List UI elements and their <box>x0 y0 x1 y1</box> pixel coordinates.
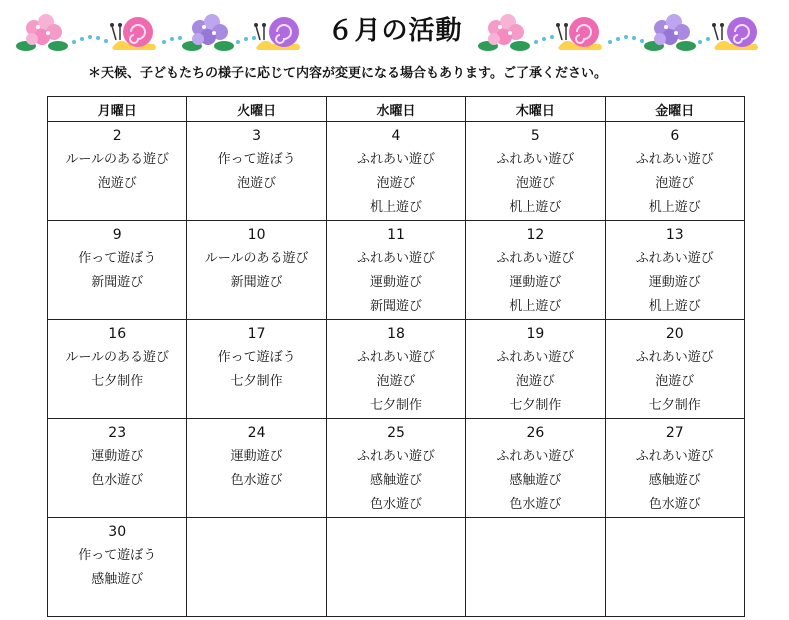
activity-item: 運動遊び <box>91 449 144 464</box>
calendar-day-cell <box>187 320 326 419</box>
activity-item: 机上遊び <box>369 200 422 215</box>
activity-item: 運動遊び <box>369 275 422 290</box>
hydrangea-icon <box>16 14 68 51</box>
calendar-day-cell <box>187 518 326 617</box>
activity-item: ルールのある遊び <box>204 251 309 266</box>
page-title: ６月の活動 <box>327 16 463 46</box>
weekday-header-monday: 月曜日 <box>48 97 187 122</box>
calendar-body <box>48 122 745 617</box>
activity-item: 新聞遊び <box>91 275 144 290</box>
activity-item: 机上遊び <box>509 200 562 215</box>
calendar-week-row <box>48 122 745 221</box>
day-number: 13 <box>665 227 684 243</box>
activity-item: 泡遊び <box>237 176 277 191</box>
dotted-line <box>162 36 182 44</box>
day-number: 4 <box>391 128 401 144</box>
activity-item: 机上遊び <box>509 299 562 314</box>
day-number: 16 <box>108 326 127 342</box>
weekday-header-friday: 金曜日 <box>605 97 744 122</box>
day-number <box>606 520 744 544</box>
day-number: 11 <box>387 227 405 243</box>
decoration-right <box>478 8 768 54</box>
dotted-line <box>534 35 554 44</box>
activity-item: 色水遊び <box>648 497 701 512</box>
day-number: 10 <box>247 227 266 243</box>
calendar-day-cell <box>187 122 326 221</box>
activity-item: 泡遊び <box>655 374 695 389</box>
activity-item: ふれあい遊び <box>356 449 435 464</box>
weekday-header-thursday: 木曜日 <box>466 97 605 122</box>
activity-item: 泡遊び <box>515 176 555 191</box>
activity-item: ふれあい遊び <box>635 152 714 167</box>
activity-item: 色水遊び <box>369 497 422 512</box>
calendar-day-cell <box>326 419 465 518</box>
day-number: 18 <box>387 326 405 342</box>
day-number: 2 <box>112 128 122 144</box>
day-number <box>187 520 325 544</box>
notice-text: ＊天候、子どもたちの様子に応じて内容が変更になる場合もあります。ご了承ください。 <box>88 66 607 81</box>
day-number: 30 <box>108 524 127 540</box>
calendar-day-cell <box>605 320 744 419</box>
activity-item: 作って遊ぼう <box>217 350 296 365</box>
hydrangea-icon <box>644 14 696 51</box>
day-number <box>327 520 465 544</box>
activity-item: ふれあい遊び <box>496 152 575 167</box>
snail-icon <box>712 17 758 50</box>
dotted-line <box>236 36 256 44</box>
activity-item: 色水遊び <box>91 473 144 488</box>
activity-item: 作って遊ぼう <box>217 152 296 167</box>
calendar-day-cell <box>605 419 744 518</box>
calendar-day-cell <box>326 122 465 221</box>
dotted-line <box>698 37 710 44</box>
hydrangea-icon <box>182 14 234 51</box>
calendar-day-cell <box>48 221 187 320</box>
activity-item: 運動遊び <box>230 449 283 464</box>
activity-item: 感触遊び <box>509 473 562 488</box>
page-header <box>0 0 789 62</box>
day-number: 9 <box>112 227 122 243</box>
day-number: 6 <box>670 128 680 144</box>
dotted-line <box>72 35 108 44</box>
calendar-day-cell <box>48 419 187 518</box>
day-number <box>466 520 604 544</box>
activity-item: ふれあい遊び <box>496 251 575 266</box>
decoration-left <box>16 8 306 54</box>
weekday-header-tuesday: 火曜日 <box>187 97 326 122</box>
activity-item: 七夕制作 <box>91 374 144 389</box>
activity-item: ふれあい遊び <box>496 449 575 464</box>
day-number: 5 <box>530 128 540 144</box>
activity-item: 運動遊び <box>648 275 701 290</box>
activity-item: 新聞遊び <box>369 299 422 314</box>
calendar-day-cell <box>466 221 605 320</box>
activity-item: 机上遊び <box>648 299 701 314</box>
activity-item: 新聞遊び <box>230 275 283 290</box>
activity-item: ふれあい遊び <box>496 350 575 365</box>
activity-item: 泡遊び <box>376 176 416 191</box>
day-number: 25 <box>387 425 405 441</box>
snail-icon <box>254 17 300 50</box>
activity-item: 七夕制作 <box>509 398 562 413</box>
activity-item: 色水遊び <box>230 473 283 488</box>
activity-item: 感触遊び <box>648 473 701 488</box>
activity-item: 作って遊ぼう <box>78 251 157 266</box>
activity-item: 色水遊び <box>509 497 562 512</box>
day-number: 17 <box>247 326 266 342</box>
weekday-header-wednesday: 水曜日 <box>326 97 465 122</box>
activity-item: ふれあい遊び <box>635 449 714 464</box>
calendar-day-cell <box>48 122 187 221</box>
activity-item: 泡遊び <box>655 176 695 191</box>
activity-item: 感触遊び <box>91 572 144 587</box>
day-number: 3 <box>252 128 262 144</box>
activity-item: ふれあい遊び <box>635 350 714 365</box>
calendar-day-cell <box>605 122 744 221</box>
activity-item: ふれあい遊び <box>356 350 435 365</box>
calendar-week-row <box>48 419 745 518</box>
activity-item: 泡遊び <box>376 374 416 389</box>
calendar-day-cell <box>48 320 187 419</box>
dotted-line <box>608 35 644 44</box>
calendar-day-cell <box>187 419 326 518</box>
day-number: 27 <box>665 425 684 441</box>
day-number: 24 <box>247 425 266 441</box>
calendar-day-cell <box>466 320 605 419</box>
activity-item: 作って遊ぼう <box>78 548 157 563</box>
calendar-week-row <box>48 320 745 419</box>
snail-icon <box>556 17 602 50</box>
activity-item: 七夕制作 <box>648 398 701 413</box>
activity-item: ふれあい遊び <box>356 251 435 266</box>
calendar-day-cell <box>466 518 605 617</box>
calendar-week-row <box>48 221 745 320</box>
activity-item: 感触遊び <box>369 473 422 488</box>
activity-item: 泡遊び <box>97 176 137 191</box>
day-number: 26 <box>526 425 545 441</box>
activity-item: ルールのある遊び <box>65 350 170 365</box>
calendar-day-cell <box>326 320 465 419</box>
day-number: 19 <box>526 326 545 342</box>
activity-item: 七夕制作 <box>369 398 422 413</box>
calendar-day-cell <box>605 221 744 320</box>
activity-item: 七夕制作 <box>230 374 283 389</box>
activity-calendar <box>47 96 745 617</box>
day-number: 20 <box>665 326 684 342</box>
activity-item: 机上遊び <box>648 200 701 215</box>
hydrangea-icon <box>478 14 530 51</box>
calendar-day-cell <box>605 518 744 617</box>
calendar-week-row <box>48 518 745 617</box>
weekday-header-row <box>48 97 745 122</box>
activity-item: 運動遊び <box>509 275 562 290</box>
day-number: 12 <box>526 227 545 243</box>
snail-icon <box>110 17 156 50</box>
activity-item: ふれあい遊び <box>635 251 714 266</box>
calendar-day-cell <box>466 122 605 221</box>
calendar-day-cell <box>326 518 465 617</box>
activity-item: ふれあい遊び <box>356 152 435 167</box>
calendar-day-cell <box>326 221 465 320</box>
calendar-day-cell <box>187 221 326 320</box>
calendar-day-cell <box>48 518 187 617</box>
calendar-day-cell <box>466 419 605 518</box>
activity-item: 泡遊び <box>515 374 555 389</box>
activity-item: ルールのある遊び <box>65 152 170 167</box>
day-number: 23 <box>108 425 127 441</box>
